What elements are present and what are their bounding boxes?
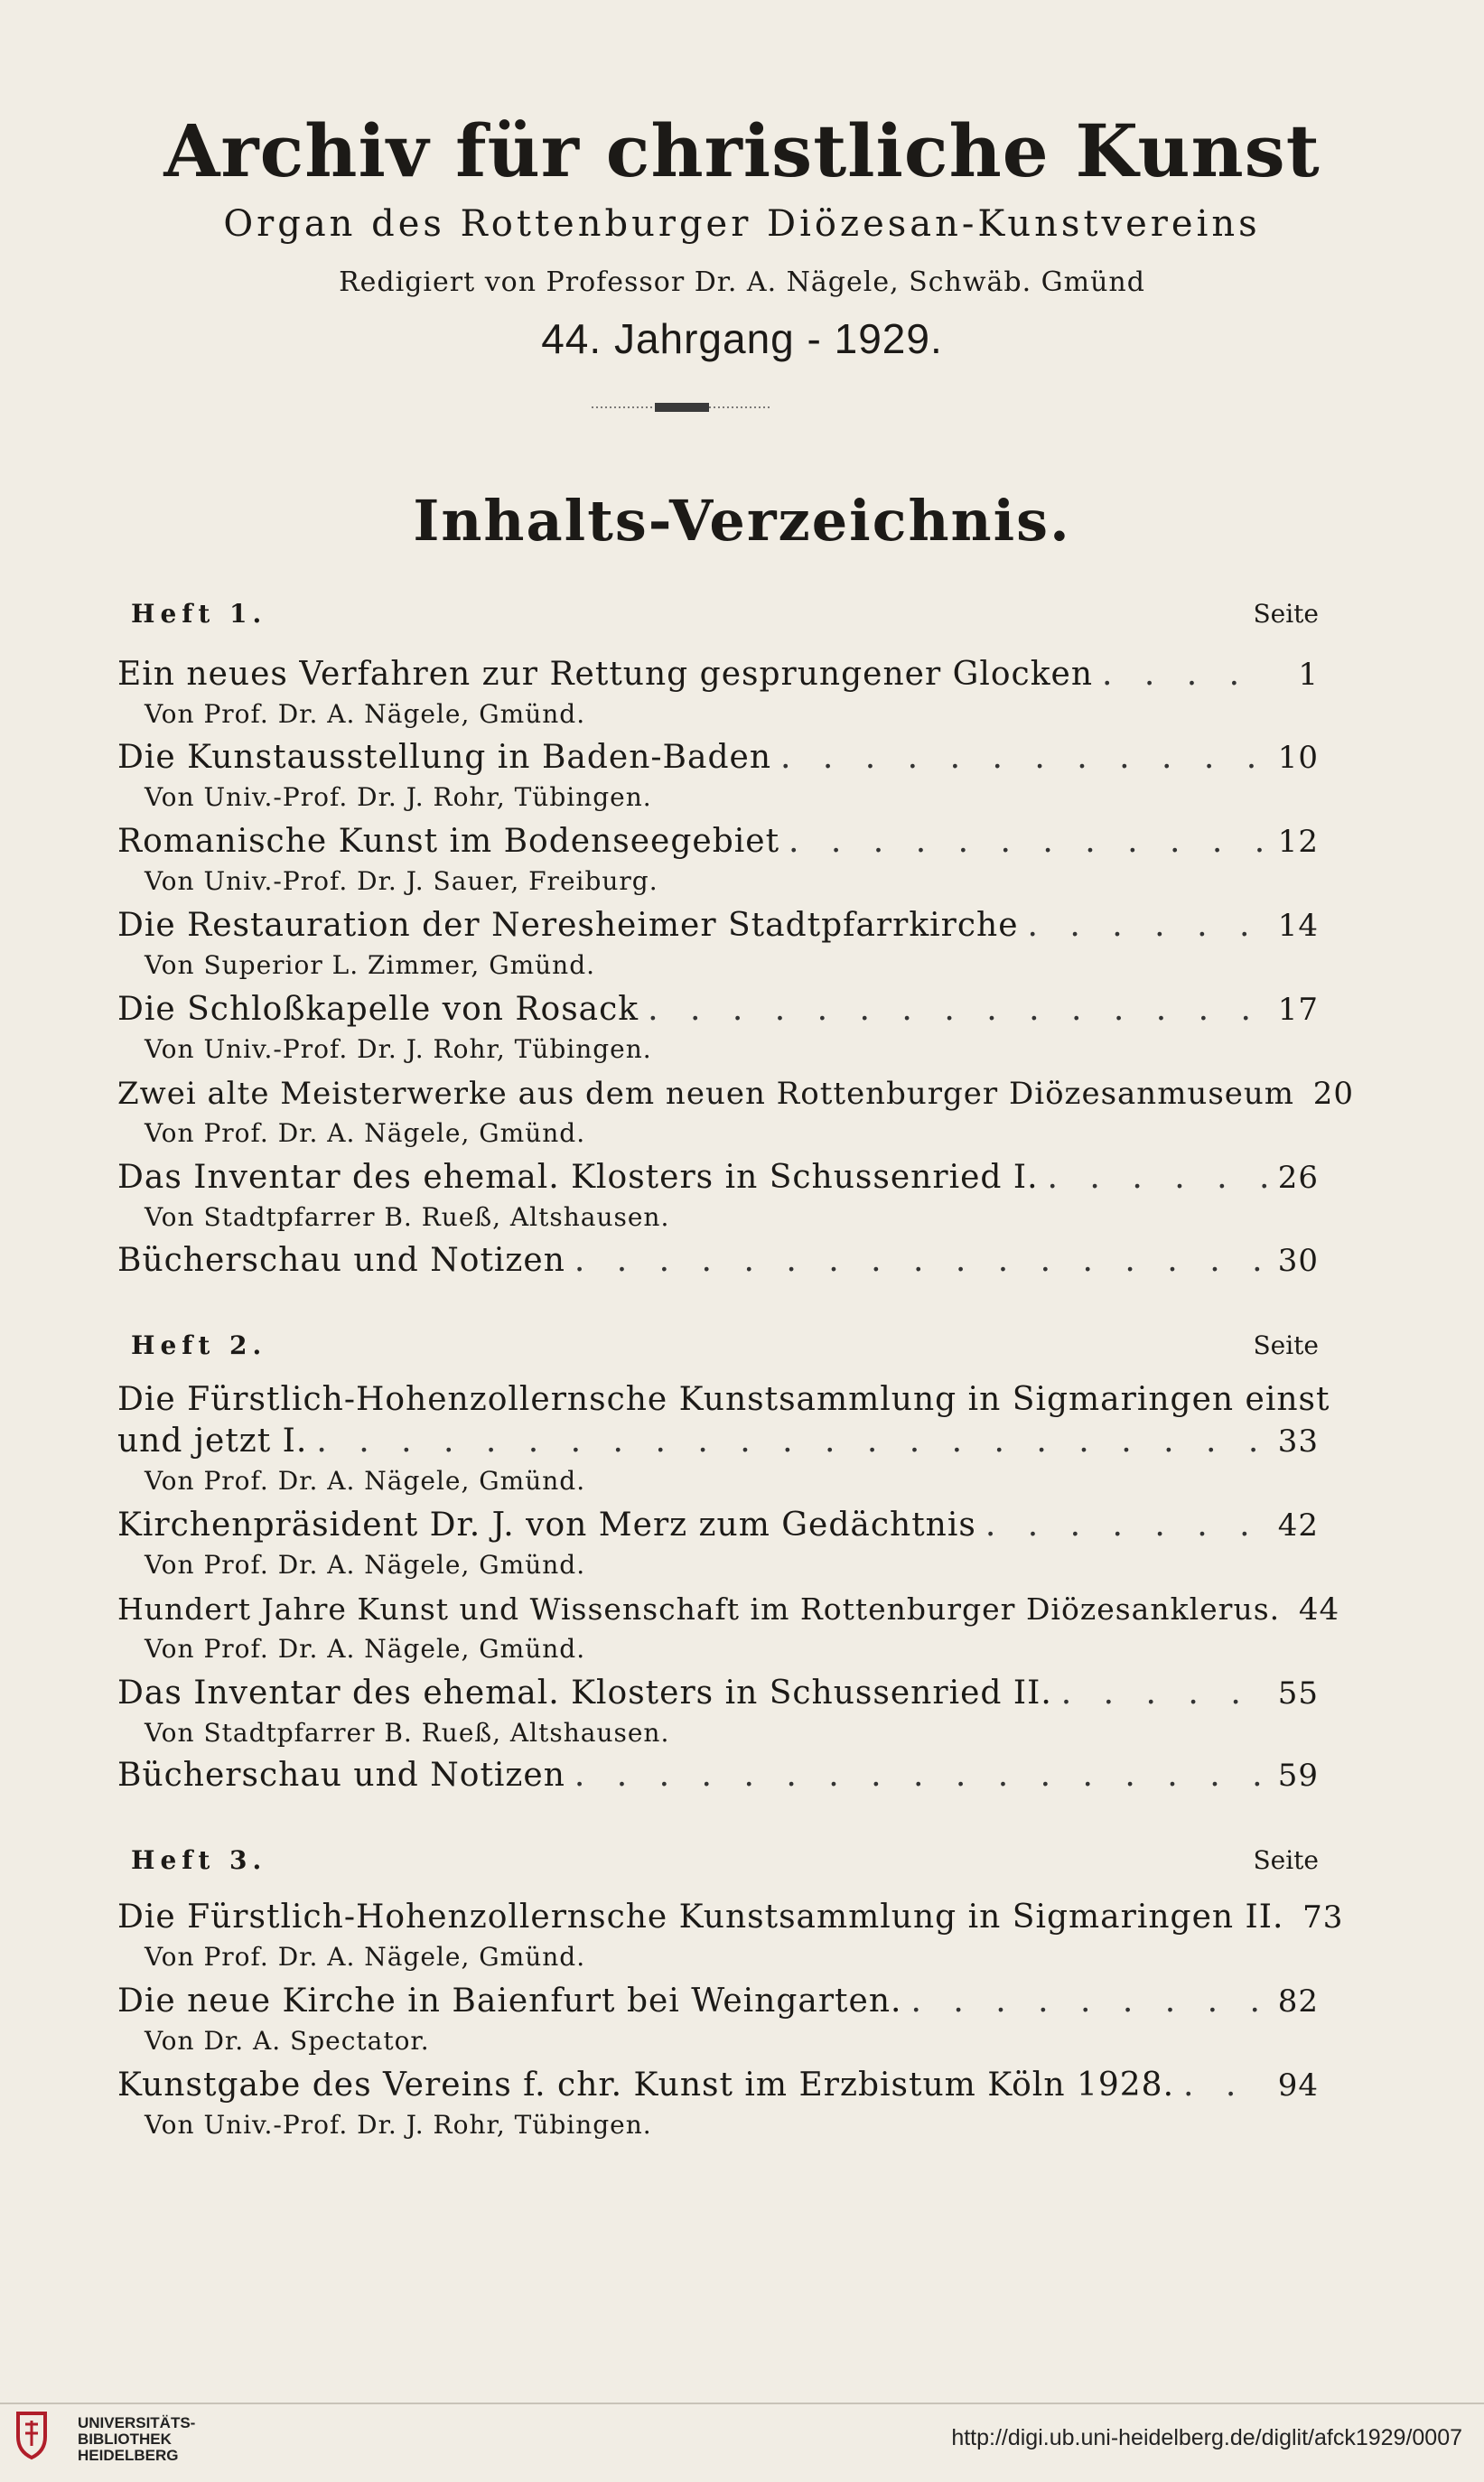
dot-leader xyxy=(780,739,1268,776)
seite-label: Seite xyxy=(1253,1845,1319,1875)
source-url-link[interactable]: http://digi.ub.uni-heidelberg.de/diglit/afck1929/0007 xyxy=(951,2425,1462,2450)
entry-title-line1: Die Fürstlich-Hohenzollernsche Kunstsammlung in Sigmaringen einst xyxy=(117,1381,1330,1418)
entry-page: 59 xyxy=(1277,1758,1319,1794)
toc-entry[interactable] xyxy=(117,907,1319,980)
journal-organ: Organ des Rottenburger Diözesan-Kunstvereins xyxy=(223,203,1261,245)
entry-page: 82 xyxy=(1277,1983,1319,2020)
entry-page: 26 xyxy=(1277,1160,1319,1196)
toc-entry[interactable] xyxy=(117,823,1319,896)
dot-leader xyxy=(316,1423,1268,1460)
entry-author: Von Prof. Dr. A. Nägele, Gmünd. xyxy=(145,1466,586,1496)
toc-entry[interactable] xyxy=(117,739,1319,812)
dot-leader xyxy=(1183,2067,1268,2104)
toc-entry[interactable] xyxy=(117,1591,1340,1664)
library-name xyxy=(78,2415,195,2464)
dot-leader xyxy=(985,1507,1268,1544)
toc-entry[interactable] xyxy=(117,1983,1319,2056)
toc-entry[interactable] xyxy=(117,656,1319,729)
entry-page: 44 xyxy=(1298,1591,1340,1628)
entry-title: Kirchenpräsident Dr. J. von Merz zum Gedächtnis xyxy=(117,1507,976,1544)
seite-label: Seite xyxy=(1253,599,1319,629)
dot-leader xyxy=(1061,1675,1268,1712)
entry-title: Das Inventar des ehemal. Klosters in Schussenried I. xyxy=(117,1159,1039,1196)
entry-author: Von Superior L. Zimmer, Gmünd. xyxy=(145,950,596,980)
toc-entry[interactable] xyxy=(117,1075,1355,1148)
dot-leader xyxy=(1048,1159,1268,1196)
toc-entry[interactable] xyxy=(117,1507,1319,1580)
library-name-line: UNIVERSITÄTS- xyxy=(78,2414,196,2431)
dot-leader xyxy=(648,991,1268,1028)
toc-title: Inhalts-Verzeichnis. xyxy=(413,488,1071,554)
entry-title: Zwei alte Meisterwerke aus dem neuen Rottenburger Diözesanmuseum xyxy=(117,1076,1295,1112)
dot-leader xyxy=(1102,656,1268,693)
entry-page: 10 xyxy=(1277,740,1319,776)
entry-title: Die Restauration der Neresheimer Stadtpfarrkirche xyxy=(117,907,1019,944)
entry-page: 20 xyxy=(1312,1076,1355,1112)
entry-author: Von Stadtpfarrer B. Rueß, Altshausen. xyxy=(145,1202,670,1232)
heft-label: Heft 3. xyxy=(131,1845,267,1875)
journal-title: Archiv für christliche Kunst xyxy=(163,108,1321,193)
entry-author: Von Univ.-Prof. Dr. J. Sauer, Freiburg. xyxy=(145,866,658,896)
seite-label: Seite xyxy=(1253,1330,1319,1360)
university-library-logo[interactable] xyxy=(13,2410,51,2460)
toc-entry[interactable] xyxy=(117,1757,1319,1798)
journal-year: 44. Jahrgang - 1929. xyxy=(541,315,943,362)
toc-entry[interactable] xyxy=(117,1159,1319,1232)
toc-entry[interactable] xyxy=(117,1381,1330,1496)
ornament-divider xyxy=(592,402,772,413)
heft-1-header xyxy=(131,599,1319,635)
dot-leader xyxy=(1028,907,1268,944)
entry-page: 73 xyxy=(1302,1899,1344,1936)
entry-title: Romanische Kunst im Bodenseegebiet xyxy=(117,823,780,860)
entry-title: Bücherschau und Notizen xyxy=(117,1757,565,1794)
entry-author: Von Dr. A. Spectator. xyxy=(145,2026,430,2056)
entry-title: Ein neues Verfahren zur Rettung gesprungener Glocken xyxy=(117,656,1094,693)
toc-entry[interactable] xyxy=(117,1675,1319,1748)
entry-page: 1 xyxy=(1298,657,1319,693)
library-name-line: BIBLIOTHEK xyxy=(78,2431,172,2448)
entry-page: 14 xyxy=(1277,908,1319,944)
journal-editor: Redigiert von Professor Dr. A. Nägele, Schwäb. Gmünd xyxy=(339,266,1145,298)
toc-entry[interactable] xyxy=(117,1242,1319,1283)
entry-page: 12 xyxy=(1277,824,1319,860)
dot-leader xyxy=(910,1983,1268,2020)
dot-leader xyxy=(574,1242,1268,1279)
entry-author: Von Univ.-Prof. Dr. J. Rohr, Tübingen. xyxy=(145,1034,652,1064)
dot-leader xyxy=(574,1757,1268,1794)
entry-author: Von Prof. Dr. A. Nägele, Gmünd. xyxy=(145,1942,586,1972)
entry-page: 94 xyxy=(1277,2067,1319,2104)
entry-title: Das Inventar des ehemal. Klosters in Schussenried II. xyxy=(117,1675,1052,1712)
toc-entry[interactable] xyxy=(117,2067,1319,2140)
entry-title-line2: und jetzt I. xyxy=(117,1423,308,1460)
entry-page: 33 xyxy=(1277,1423,1319,1460)
entry-title: Die Kunstausstellung in Baden-Baden xyxy=(117,739,772,776)
footer-divider xyxy=(0,2403,1484,2404)
heft-label: Heft 1. xyxy=(131,599,267,629)
entry-author: Von Univ.-Prof. Dr. J. Rohr, Tübingen. xyxy=(145,2110,652,2140)
entry-page: 17 xyxy=(1277,992,1319,1028)
entry-title: Kunstgabe des Vereins f. chr. Kunst im Erzbistum Köln 1928. xyxy=(117,2067,1175,2104)
toc-entry[interactable] xyxy=(117,991,1319,1064)
entry-title: Die Schloßkapelle von Rosack xyxy=(117,991,639,1028)
heft-3-header xyxy=(131,1845,1319,1881)
entry-page: 55 xyxy=(1277,1675,1319,1712)
heft-2-header xyxy=(131,1330,1319,1367)
toc-entry[interactable] xyxy=(117,1899,1344,1972)
entry-title: Bücherschau und Notizen xyxy=(117,1242,565,1279)
entry-author: Von Univ.-Prof. Dr. J. Rohr, Tübingen. xyxy=(145,782,652,812)
entry-author: Von Prof. Dr. A. Nägele, Gmünd. xyxy=(145,699,586,729)
entry-title: Die Fürstlich-Hohenzollernsche Kunstsammlung in Sigmaringen II. xyxy=(117,1899,1284,1936)
entry-author: Von Prof. Dr. A. Nägele, Gmünd. xyxy=(145,1634,586,1664)
entry-author: Von Prof. Dr. A. Nägele, Gmünd. xyxy=(145,1118,586,1148)
entry-author: Von Stadtpfarrer B. Rueß, Altshausen. xyxy=(145,1718,670,1748)
dot-leader xyxy=(789,823,1268,860)
entry-title: Die neue Kirche in Baienfurt bei Weingarten. xyxy=(117,1983,902,2020)
library-name-line: HEIDELBERG xyxy=(78,2447,179,2464)
entry-title: Hundert Jahre Kunst und Wissenschaft im Rottenburger Diözesanklerus. xyxy=(117,1591,1281,1627)
heft-label: Heft 2. xyxy=(131,1330,267,1360)
entry-page: 30 xyxy=(1277,1243,1319,1279)
entry-page: 42 xyxy=(1277,1507,1319,1544)
entry-author: Von Prof. Dr. A. Nägele, Gmünd. xyxy=(145,1550,586,1580)
